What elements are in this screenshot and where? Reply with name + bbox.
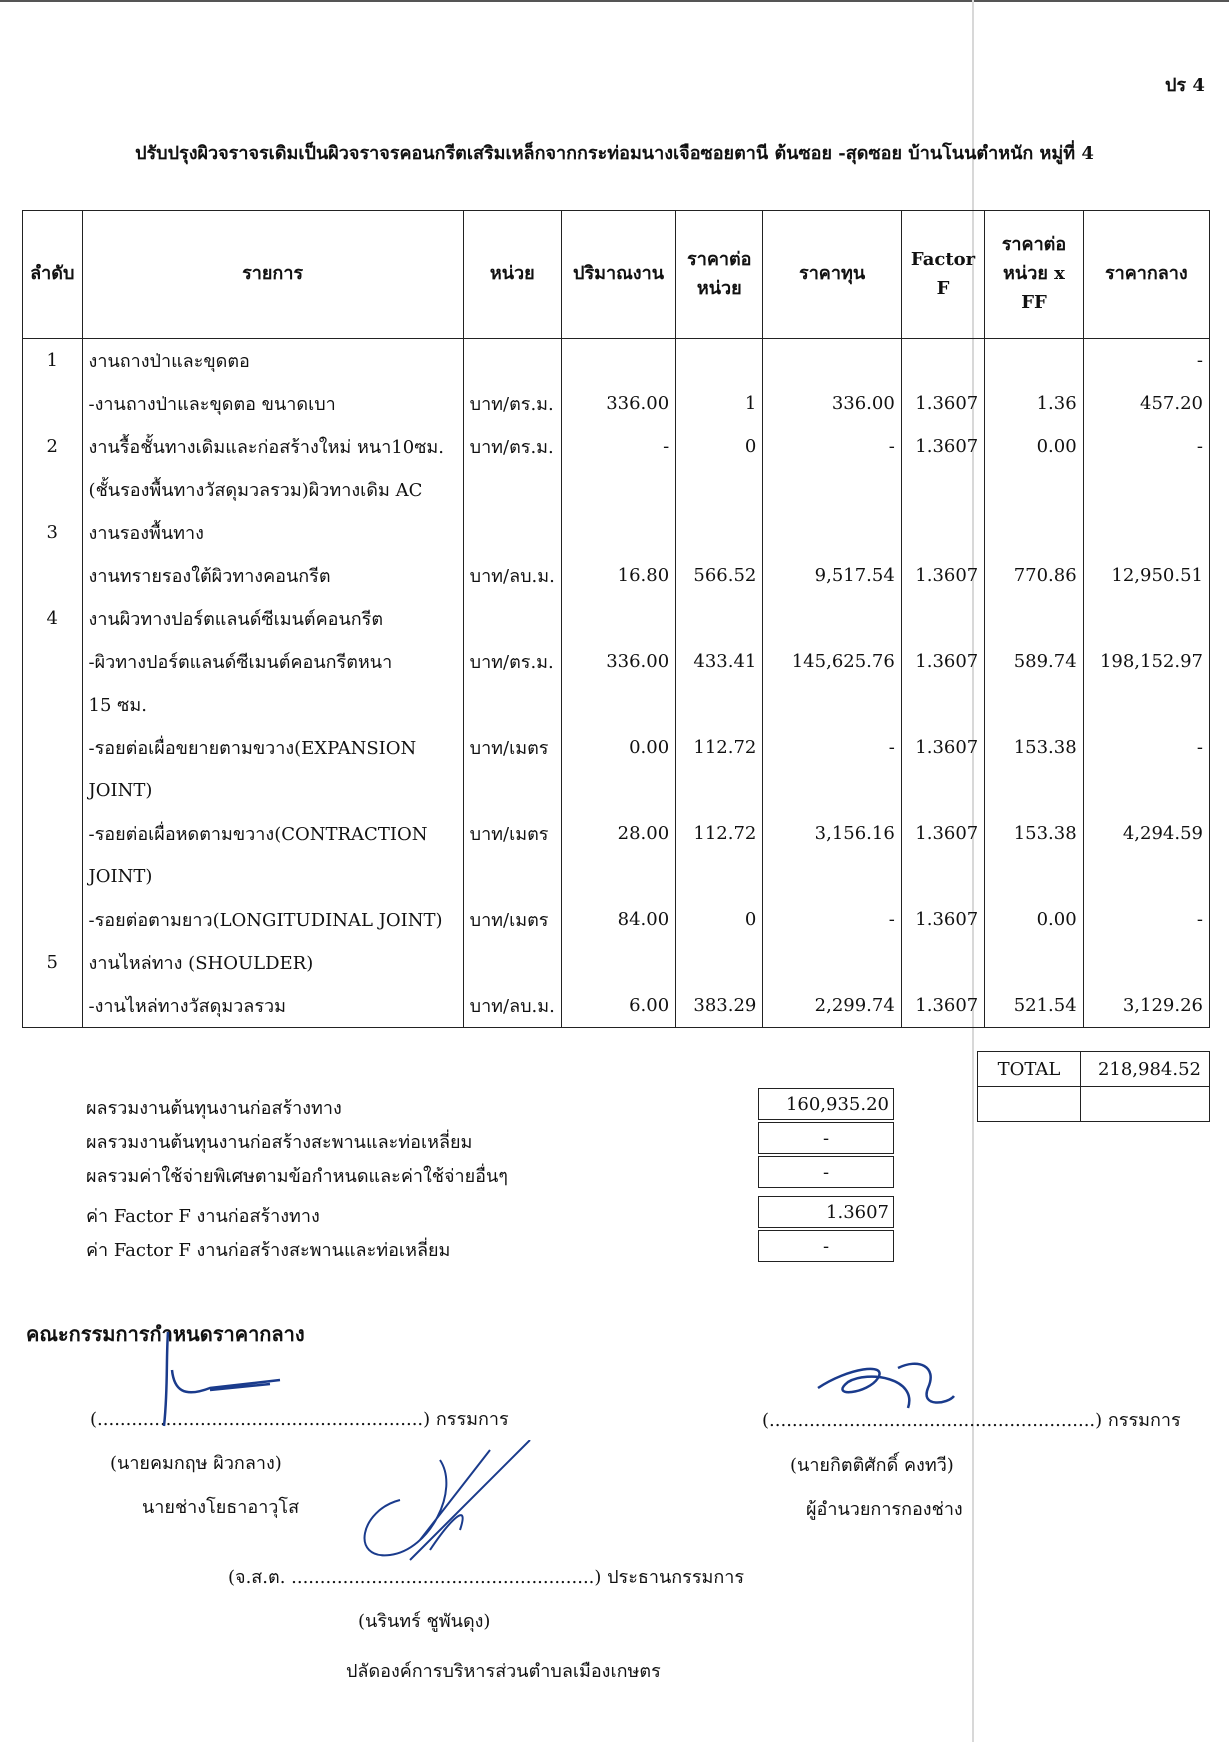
cell-median (1083, 511, 1209, 554)
total-empty-cell (1081, 1087, 1210, 1122)
cell-unit-price-ff: 0.00 (985, 898, 1083, 941)
cell-factor: 1.3607 (901, 425, 984, 468)
chair-organization: ปลัดองค์การบริหารส่วนตำบลเมืองเกษตร (346, 1661, 661, 1682)
cell-unit-price (676, 855, 763, 898)
cell-no (23, 683, 83, 726)
cell-unit (463, 941, 561, 984)
table-row (23, 468, 1210, 511)
cell-unit-price: 0 (676, 898, 763, 941)
cell-median: 457.20 (1083, 382, 1209, 425)
cell-median (1083, 597, 1209, 640)
header-unit-price: ราคาต่อ หน่วย (676, 211, 763, 339)
cell-factor: 1.3607 (901, 640, 984, 683)
cell-no: 4 (23, 597, 83, 640)
cell-median: 198,152.97 (1083, 640, 1209, 683)
cell-median (1083, 855, 1209, 898)
cell-qty: 28.00 (561, 812, 675, 855)
cell-median: 12,950.51 (1083, 554, 1209, 597)
cell-no: 3 (23, 511, 83, 554)
table-row (23, 511, 1210, 554)
cell-cost: 2,299.74 (763, 984, 901, 1028)
cell-median (1083, 683, 1209, 726)
cell-median: - (1083, 339, 1209, 383)
cell-item: งานถางป่าและขุดตอ (82, 339, 463, 383)
table-row (23, 339, 1210, 383)
cell-no (23, 984, 83, 1028)
cell-median (1083, 769, 1209, 812)
cell-unit (463, 597, 561, 640)
cell-no (23, 640, 83, 683)
cell-median: - (1083, 898, 1209, 941)
cell-unit-price: 0 (676, 425, 763, 468)
cell-unit-price-ff (985, 769, 1083, 812)
right-member-position: ผู้อำนวยการกองช่าง (806, 1499, 963, 1520)
cell-qty: - (561, 425, 675, 468)
cell-no (23, 855, 83, 898)
cell-item: 15 ซม. (82, 683, 463, 726)
cell-unit-price-ff (985, 597, 1083, 640)
table-row (23, 769, 1210, 812)
scan-top-border (0, 0, 1229, 2)
cell-qty (561, 468, 675, 511)
table-row (23, 382, 1210, 425)
cell-median (1083, 468, 1209, 511)
right-signature (808, 1348, 958, 1428)
cell-factor: 1.3607 (901, 812, 984, 855)
form-code: ปร 4 (1165, 75, 1205, 96)
document-title: ปรับปรุงผิวจราจรเดิมเป็นผิวจราจรคอนกรีตเสริมเหล็กจากกระท่อมนางเจือซอยตานี ต้นซอย -สุดซอย บ้านโนนตำหนัก หมู่ที่ 4 (135, 143, 1094, 164)
table-row (23, 597, 1210, 640)
chair-signature-line: (จ.ส.ต. .....................................................) ประธานกรรมการ (228, 1567, 745, 1588)
cell-qty (561, 941, 675, 984)
summary-label: ค่า Factor F งานก่อสร้างสะพานและท่อเหลี่ยม (86, 1240, 451, 1261)
cell-no: 2 (23, 425, 83, 468)
cell-unit-price: 1 (676, 382, 763, 425)
cell-qty (561, 597, 675, 640)
price-table (22, 210, 1210, 1028)
summary-value: 160,935.20 (758, 1088, 894, 1120)
cell-unit-price (676, 941, 763, 984)
total-value: 218,984.52 (1081, 1052, 1210, 1087)
header-factor: Factor F (901, 211, 984, 339)
cell-median: - (1083, 425, 1209, 468)
cell-no (23, 554, 83, 597)
summary-value: 1.3607 (758, 1196, 894, 1228)
summary-label: ค่า Factor F งานก่อสร้างทาง (86, 1206, 320, 1227)
cell-unit (463, 683, 561, 726)
cell-item: งานทรายรองใต้ผิวทางคอนกรีต (82, 554, 463, 597)
header-item: รายการ (82, 211, 463, 339)
cell-unit-price-ff (985, 941, 1083, 984)
cell-factor (901, 597, 984, 640)
cell-unit-price-ff (985, 855, 1083, 898)
cell-no (23, 898, 83, 941)
cell-unit-price-ff: 521.54 (985, 984, 1083, 1028)
cell-item: -งานไหล่ทางวัสดุมวลรวม (82, 984, 463, 1028)
cell-unit-price: 566.52 (676, 554, 763, 597)
cell-no: 5 (23, 941, 83, 984)
cell-cost (763, 769, 901, 812)
cell-qty (561, 511, 675, 554)
cell-item: (ชั้นรองพื้นทางวัสดุมวลรวม)ผิวทางเดิม AC (82, 468, 463, 511)
cell-cost: - (763, 425, 901, 468)
cell-unit-price (676, 511, 763, 554)
cell-no (23, 769, 83, 812)
cell-unit (463, 855, 561, 898)
table-row (23, 726, 1210, 769)
right-member-name: (นายกิตติศักดิ์ คงทวี) (790, 1455, 954, 1476)
cell-unit-price (676, 468, 763, 511)
header-qty: ปริมาณงาน (561, 211, 675, 339)
cell-cost (763, 941, 901, 984)
cell-unit-price-ff (985, 468, 1083, 511)
cell-unit: บาท/ตร.ม. (463, 425, 561, 468)
cell-unit-price (676, 683, 763, 726)
cell-unit: บาท/ลบ.ม. (463, 554, 561, 597)
cell-unit-price (676, 769, 763, 812)
cell-cost (763, 855, 901, 898)
cell-unit (463, 468, 561, 511)
cell-factor: 1.3607 (901, 726, 984, 769)
cell-cost (763, 339, 901, 383)
table-row (23, 812, 1210, 855)
chair-signature (340, 1440, 540, 1570)
summary-value: - (758, 1230, 894, 1262)
cell-no (23, 812, 83, 855)
table-row (23, 898, 1210, 941)
cell-no (23, 468, 83, 511)
cell-no: 1 (23, 339, 83, 383)
cell-qty: 336.00 (561, 382, 675, 425)
cell-cost: 145,625.76 (763, 640, 901, 683)
cell-no (23, 726, 83, 769)
cell-item: JOINT) (82, 769, 463, 812)
cell-cost: - (763, 898, 901, 941)
cell-cost (763, 468, 901, 511)
cell-factor (901, 769, 984, 812)
chair-name: (นรินทร์ ชูพันดุง) (358, 1611, 491, 1632)
cell-qty (561, 683, 675, 726)
cell-unit-price: 433.41 (676, 640, 763, 683)
cell-unit: บาท/เมตร (463, 812, 561, 855)
cell-qty: 0.00 (561, 726, 675, 769)
cell-qty (561, 769, 675, 812)
cell-factor (901, 855, 984, 898)
cell-factor: 1.3607 (901, 984, 984, 1028)
summary-label: ผลรวมงานต้นทุนงานก่อสร้างทาง (86, 1098, 342, 1119)
cell-unit-price-ff: 589.74 (985, 640, 1083, 683)
cell-cost: 9,517.54 (763, 554, 901, 597)
table-row (23, 683, 1210, 726)
cell-unit-price-ff (985, 683, 1083, 726)
cell-qty (561, 855, 675, 898)
right-signature-line: (.........................................................) กรรมการ (762, 1410, 1181, 1431)
cell-unit-price-ff: 153.38 (985, 812, 1083, 855)
header-no: ลำดับ (23, 211, 83, 339)
cell-unit-price (676, 597, 763, 640)
header-cost: ราคาทุน (763, 211, 901, 339)
table-row (23, 941, 1210, 984)
left-signature-line: (.........................................................) กรรมการ (90, 1409, 509, 1430)
total-empty-cell (978, 1087, 1081, 1122)
cell-unit-price: 112.72 (676, 812, 763, 855)
cell-unit: บาท/ตร.ม. (463, 640, 561, 683)
total-label: TOTAL (978, 1052, 1081, 1087)
cell-item: งานไหล่ทาง (SHOULDER) (82, 941, 463, 984)
cell-item: งานรื้อชั้นทางเดิมและก่อสร้างใหม่ หนา10ซม. (82, 425, 463, 468)
cell-unit-price-ff (985, 339, 1083, 383)
left-member-name: (นายคมกฤษ ผิวกลาง) (110, 1453, 282, 1474)
cell-median (1083, 941, 1209, 984)
cell-unit-price: 383.29 (676, 984, 763, 1028)
cell-item: -ผิวทางปอร์ตแลนด์ซีเมนต์คอนกรีตหนา (82, 640, 463, 683)
cell-item: งานรองพื้นทาง (82, 511, 463, 554)
total-box (977, 1051, 1210, 1122)
cell-unit-price (676, 339, 763, 383)
left-member-position: นายช่างโยธาอาวุโส (142, 1497, 300, 1518)
cell-factor (901, 941, 984, 984)
table-body (23, 339, 1210, 1028)
summary-value: - (758, 1122, 894, 1154)
committee-heading: คณะกรรมการกำหนดราคากลาง (26, 1322, 305, 1346)
cell-no (23, 382, 83, 425)
left-signature (150, 1330, 290, 1430)
cell-unit: บาท/ลบ.ม. (463, 984, 561, 1028)
table-row (23, 425, 1210, 468)
cell-factor (901, 683, 984, 726)
table-row (23, 640, 1210, 683)
cell-item: JOINT) (82, 855, 463, 898)
summary-label: ผลรวมงานต้นทุนงานก่อสร้างสะพานและท่อเหลี่ยม (86, 1132, 473, 1153)
cell-cost (763, 597, 901, 640)
cell-qty: 336.00 (561, 640, 675, 683)
cell-item: -รอยต่อเผื่อหดตามขวาง(CONTRACTION (82, 812, 463, 855)
cell-median: 3,129.26 (1083, 984, 1209, 1028)
table-header-row (23, 211, 1210, 339)
cell-item: งานผิวทางปอร์ตแลนด์ซีเมนต์คอนกรีต (82, 597, 463, 640)
cell-unit-price-ff: 1.36 (985, 382, 1083, 425)
cell-cost: - (763, 726, 901, 769)
cell-qty: 6.00 (561, 984, 675, 1028)
cell-cost (763, 511, 901, 554)
cell-factor: 1.3607 (901, 898, 984, 941)
cell-cost (763, 683, 901, 726)
summary-value: - (758, 1156, 894, 1188)
header-median: ราคากลาง (1083, 211, 1209, 339)
cell-unit-price-ff: 770.86 (985, 554, 1083, 597)
cell-factor (901, 511, 984, 554)
cell-unit (463, 769, 561, 812)
table-row (23, 554, 1210, 597)
cell-unit-price-ff (985, 511, 1083, 554)
cell-median: 4,294.59 (1083, 812, 1209, 855)
cell-unit (463, 339, 561, 383)
header-unit: หน่วย (463, 211, 561, 339)
cell-unit-price-ff: 153.38 (985, 726, 1083, 769)
summary-label: ผลรวมค่าใช้จ่ายพิเศษตามข้อกำหนดและค่าใช้จ่ายอื่นๆ (86, 1166, 508, 1187)
cell-qty (561, 339, 675, 383)
cell-item: -รอยต่อตามยาว(LONGITUDINAL JOINT) (82, 898, 463, 941)
header-unit-price-ff: ราคาต่อ หน่วย x FF (985, 211, 1083, 339)
cell-unit-price: 112.72 (676, 726, 763, 769)
cell-factor (901, 468, 984, 511)
cell-unit: บาท/เมตร (463, 898, 561, 941)
cell-unit (463, 511, 561, 554)
cell-unit: บาท/ตร.ม. (463, 382, 561, 425)
cell-factor (901, 339, 984, 383)
cell-cost: 3,156.16 (763, 812, 901, 855)
table-row (23, 855, 1210, 898)
cell-unit: บาท/เมตร (463, 726, 561, 769)
table-row (23, 984, 1210, 1028)
cell-median: - (1083, 726, 1209, 769)
cell-item: -รอยต่อเผื่อขยายตามขวาง(EXPANSION (82, 726, 463, 769)
cell-unit-price-ff: 0.00 (985, 425, 1083, 468)
cell-factor: 1.3607 (901, 554, 984, 597)
cell-item: -งานถางป่าและขุดตอ ขนาดเบา (82, 382, 463, 425)
cell-qty: 16.80 (561, 554, 675, 597)
cell-qty: 84.00 (561, 898, 675, 941)
cell-factor: 1.3607 (901, 382, 984, 425)
cell-cost: 336.00 (763, 382, 901, 425)
